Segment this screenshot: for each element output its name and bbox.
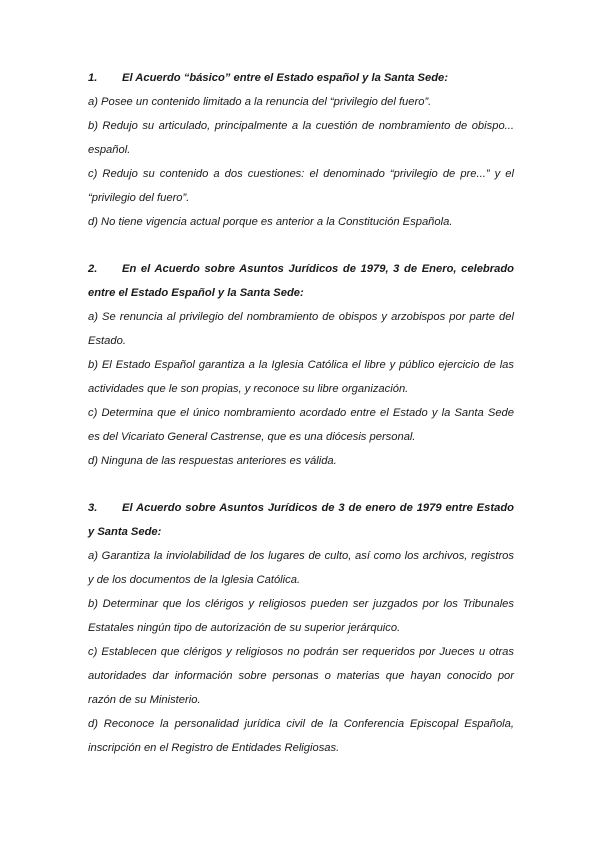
question-2 [88, 257, 514, 473]
answer-option-c: c) Establecen que clérigos y religiosos no podrán ser requeridos por Jueces u otras autoridades dar información sobre personas o materias que hayan conocido por razón de su Ministerio. [88, 646, 514, 706]
answer-option-b: b) Determinar que los clérigos y religiosos pueden ser juzgados por los Tribunales Estatales ningún tipo de autorización de su superior jerárquico. [88, 598, 514, 634]
question-number: 1. [88, 72, 98, 84]
answer-option-c: c) Determina que el único nombramiento acordado entre el Estado y la Santa Sede es del Vicariato General Castrense, que es una diócesis personal. [88, 407, 514, 443]
question-3 [88, 496, 514, 760]
question-title [88, 66, 514, 90]
question-text: El Acuerdo “básico” entre el Estado español y la Santa Sede: [122, 72, 448, 84]
answer-option-d: d) Ninguna de las respuestas anteriores es válida. [88, 455, 337, 467]
question-title [88, 257, 514, 305]
answer-option-c: c) Redujo su contenido a dos cuestiones: el denominado “privilegio de pre...” y el “privilegio del fuero”. [88, 168, 514, 204]
question-title [88, 496, 514, 544]
question-number: 3. [88, 502, 98, 514]
answer-option-b: b) El Estado Español garantiza a la Iglesia Católica el libre y público ejercicio de las actividades que le son propias, y reconoce su libre organización. [88, 359, 514, 395]
question-number: 2. [88, 263, 98, 275]
answer-option-a: a) Garantiza la inviolabilidad de los lugares de culto, así como los archivos, registros y de los documentos de la Iglesia Católica. [88, 550, 514, 586]
answer-option-b: b) Redujo su articulado, principalmente a la cuestión de nombramiento de obispo... español. [88, 120, 514, 156]
answer-option-a: a) Se renuncia al privilegio del nombramiento de obispos y arzobispos por parte del Estado. [88, 311, 514, 347]
document-page [88, 66, 514, 783]
answer-option-a: a) Posee un contenido limitado a la renuncia del “privilegio del fuero”. [88, 96, 432, 108]
answer-option-d: d) No tiene vigencia actual porque es anterior a la Constitución Española. [88, 216, 453, 228]
question-text: En el Acuerdo sobre Asuntos Jurídicos de 1979, 3 de Enero, celebrado entre el Estado Español y la Santa Sede: [88, 263, 514, 299]
question-1 [88, 66, 514, 234]
question-text: El Acuerdo sobre Asuntos Jurídicos de 3 de enero de 1979 entre Estado y Santa Sede: [88, 502, 514, 538]
answer-option-d: d) Reconoce la personalidad jurídica civil de la Conferencia Episcopal Española, inscripción en el Registro de Entidades Religiosas. [88, 718, 514, 754]
